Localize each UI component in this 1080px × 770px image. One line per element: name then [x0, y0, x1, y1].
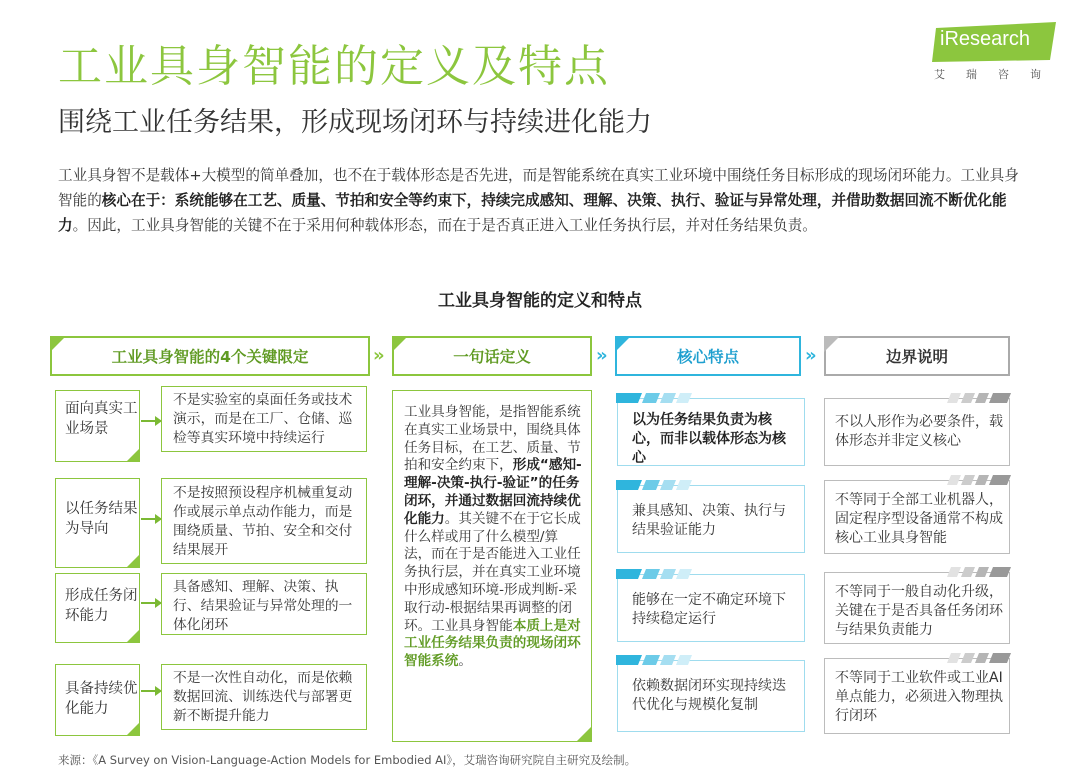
arrow-right-icon: [141, 602, 161, 604]
page-subtitle: 围绕工业任务结果，形成现场闭环与持续进化能力: [58, 107, 652, 138]
iresearch-logo: [932, 22, 1062, 82]
source-note: 来源：《A Survey on Vision-Language-Action Models for Embodied AI》，艾瑞咨询研究院自主研究及绘制。: [58, 753, 637, 767]
core-feature-text: 依赖数据闭环实现持续迭代优化与规模化复制: [632, 678, 786, 713]
intro-text-2: 。因此，工业具身智能的关键不在于采用何种载体形态，而在于是否真正进入工业任务执行层，并对任务结果负责。: [72, 217, 817, 234]
limit-desc-3: 具备感知、理解、决策、执行、结果验证与异常处理的一体化闭环: [161, 573, 367, 635]
header-core-features-label: 核心特点: [676, 348, 739, 366]
boundary-note-text: 不以人形作为必要条件，载体形态并非定义核心: [835, 414, 1003, 449]
limit-desc-2: 不是按照预设程序机械重复动作或展示单点动作能力，而是围绕质量、节拍、安全和交付结果展开: [161, 478, 367, 564]
limit-label-text: 形成任务闭环能力: [65, 588, 138, 624]
limit-label-4: [55, 664, 140, 736]
boundary-note-text: 不等同于一般自动化升级，关键在于是否具备任务闭环与结果负责能力: [835, 584, 1003, 638]
definition-text-2: 。其关键不在于它长成什么样或用了什么模型/算法，而在于是否能进入工业任务执行层，并在真实工业环境中形成感知环境-形成判断-采取行动-根据结果再调整的闭环。工业具身智能: [404, 510, 581, 634]
boundary-note-4: [824, 658, 1010, 734]
intro-text-bold: 核心在于：系统能够在工艺、质量、节拍和安全等约束下，持续完成感知、理解、决策、执行、验证与异常处理，并借助数据回流不断优化能力: [58, 192, 1007, 234]
corner-triangle-icon: [824, 336, 840, 352]
limit-label-1: [55, 390, 140, 462]
boundary-note-3: [824, 572, 1010, 644]
dash-decoration-icon: [616, 480, 696, 490]
chevron-right-icon: »: [596, 345, 608, 366]
core-feature-1: [617, 398, 805, 466]
chevron-right-icon: »: [373, 345, 385, 366]
limit-label-text: 具备持续优化能力: [65, 681, 138, 717]
definition-text-1: 工业具身智能，是指智能系统在真实工业场景中，围绕具体任务目标，在工艺、质量、节拍和安全约束下，: [404, 404, 581, 474]
corner-triangle-icon: [126, 554, 140, 568]
dash-decoration-icon: [947, 475, 1011, 485]
definition-box: [392, 390, 592, 742]
boundary-note-1: [824, 398, 1010, 466]
core-feature-text: 能够在一定不确定环境下持续稳定运行: [632, 592, 786, 627]
boundary-note-text: 不等同于全部工业机器人，固定程序型设备通常不构成核心工业具身智能: [835, 492, 1003, 546]
dash-decoration-icon: [947, 653, 1011, 663]
corner-triangle-icon: [615, 336, 631, 352]
logo-subtitle: 艾瑞咨询: [934, 68, 1062, 81]
corner-triangle-icon: [126, 629, 140, 643]
core-feature-text: 兼具感知、决策、执行与结果验证能力: [632, 503, 786, 538]
header-boundary-label: 边界说明: [885, 348, 948, 366]
limit-desc-1: 不是实验室的桌面任务或技术演示，而是在工厂、仓储、巡检等真实环境中持续运行: [161, 386, 367, 452]
corner-triangle-icon: [126, 722, 140, 736]
dash-decoration-icon: [947, 393, 1011, 403]
limit-label-text: 以任务结果为导向: [65, 501, 138, 537]
intro-text-1: 工业具身智不是载体+大模型的简单叠加，也不在于载体形态是否先进，而是智能系统在真实工业环境中围绕任务目标形成的现场闭环能力。工业具身智能的: [58, 167, 1019, 209]
header-key-limits-label: 工业具身智能的4个关键限定: [111, 348, 309, 366]
header-key-limits: [50, 336, 370, 376]
core-feature-text: 以为任务结果负责为核心，而非以载体形态为核心: [632, 412, 786, 466]
corner-triangle-icon: [576, 726, 592, 742]
limit-label-3: [55, 573, 140, 643]
arrow-right-icon: [141, 420, 161, 422]
definition-text-3: 。: [458, 653, 472, 670]
core-feature-3: [617, 574, 805, 642]
figure-title: 工业具身智能的定义和特点: [438, 291, 642, 311]
boundary-note-text: 不等同于工业软件或工业AI单点能力，必须进入物理执行闭环: [835, 670, 1003, 724]
header-definition-label: 一句话定义: [453, 348, 531, 366]
chevron-right-icon: »: [805, 345, 817, 366]
definition-text-green: 本质上是对工业任务结果负责的现场闭环智能系统: [404, 617, 581, 670]
limit-desc-4: 不是一次性自动化，而是依赖数据回流、训练迭代与部署更新不断提升能力: [161, 664, 367, 730]
core-feature-2: [617, 485, 805, 553]
header-boundary: [824, 336, 1010, 376]
corner-triangle-icon: [126, 448, 140, 462]
header-definition: [392, 336, 592, 376]
arrow-right-icon: [141, 518, 161, 520]
logo-brand: iResearch: [940, 28, 1031, 50]
boundary-note-2: [824, 480, 1010, 554]
dash-decoration-icon: [616, 569, 696, 579]
arrow-right-icon: [141, 690, 161, 692]
dash-decoration-icon: [616, 655, 696, 665]
intro-paragraph: [58, 163, 1028, 238]
dash-decoration-icon: [947, 567, 1011, 577]
header-core-features: [615, 336, 801, 376]
limit-label-text: 面向真实工业场景: [65, 401, 138, 437]
page-title: 工业具身智能的定义及特点: [58, 41, 610, 92]
corner-triangle-icon: [392, 336, 408, 352]
core-feature-4: [617, 660, 805, 732]
corner-triangle-icon: [50, 336, 66, 352]
limit-label-2: [55, 478, 140, 568]
definition-text-bold: 形成“感知-理解-决策-执行-验证”的任务闭环，并通过数据回流持续优化能力: [404, 457, 582, 527]
dash-decoration-icon: [616, 393, 696, 403]
